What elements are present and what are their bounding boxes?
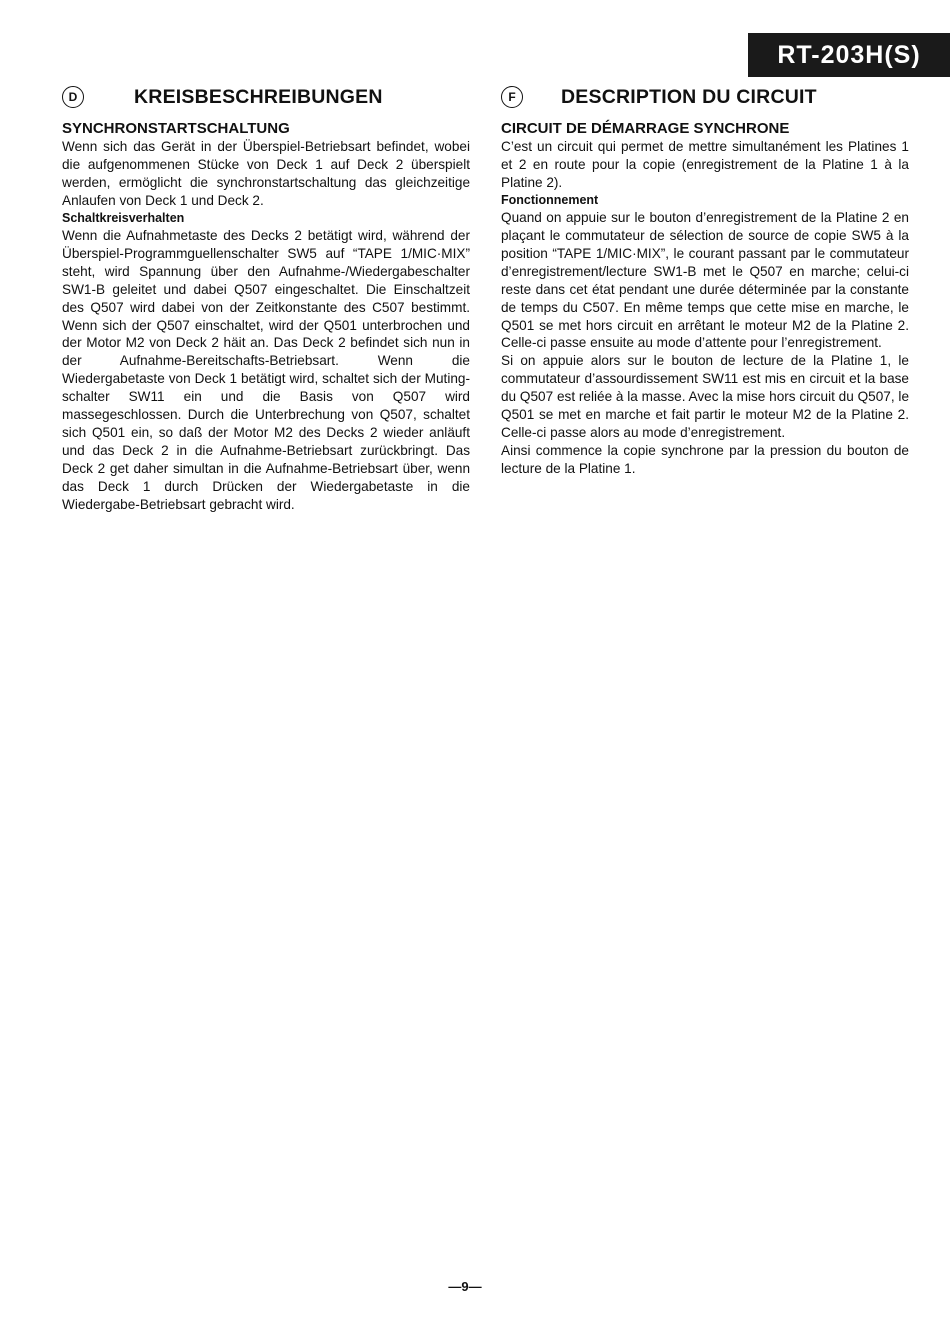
french-operation-paragraph-3: Ainsi commence la copie synchrone par la pression du bouton de lecture de la Platine 1. [501,442,909,476]
page-number: —9— [448,1279,482,1294]
german-column [62,84,470,514]
german-section-header [62,84,470,110]
french-operation-heading: Fonctionnement [501,192,599,207]
french-operation-paragraph-1: Quand on appuie sur le bouton d’enregistrement de la Platine 2 en plaçant le commutateur de sélection de source de copie SW5 à la position “TAPE 1/MIC·MIX”, le courant passant par le commutateur d’enregistrement/lecture SW1-B met le Q507 en marche; celui-ci reste dans cet état pendant une durée déterminée par la constante de temps du C507. En même temps que cette mise en marche, le Q501 se met hors circuit en arrêtant le moteur M2 de la Platine 2. Celle-ci passe ensuite au mode d’attente pour l’enregistrement. [501,210,909,351]
german-operation-paragraph: Wenn die Aufnahmetaste des Decks 2 betätigt wird, während der Überspiel-Programmguellenschalter SW5 auf “TAPE 1/MIC·MIX” steht, wird Spannung über den Aufnahme-/Wiedergabeschalter SW1-B geleitet und dabei Q507 eingeschaltet. Die Einschaltzeit des Q507 wird dabei von der Zeitkonstante des C507 bestimmt. Wenn sich der Q507 einschaltet, wird der Q501 unterbrochen und der Motor M2 von Deck 2 häit an. Das Deck 2 befindet sich nun in der Aufnahme-Bereitschafts-Betriebsart. Wenn die Wiedergabetaste von Deck 1 betätigt wird, schaltet sich der Muting-schalter SW11 ein und die Basis von Q507 wird massegeschlossen. Durch die Unterbrechung von Q507, schaltet sich Q501 ein, so daß der Motor M2 des Decks 2 wieder anläuft und das Deck 2 in die Aufnahme-Betriebsart zurückbringt. Das Deck 2 get daher simultan in die Aufnahme-Betriebsart über, wenn das Deck 1 durch Drücken der Wiedergabetaste in die Wiedergabe-Betriebsart gebracht wird. [62,228,470,512]
model-number-badge: RT-203H(S) [748,33,950,77]
circled-f-marker: F [501,86,523,108]
french-section-header [501,84,909,110]
french-operation-paragraph-2: Si on appuie alors sur le bouton de lecture de la Platine 1, le commutateur d’assourdissement SW11 est mis en circuit et la base du Q507 est reliée à la masse. Avec la mise hors circuit du Q507, le Q501 se met en marche et fait partir le moteur M2 de la Platine 2. Celle-ci passe alors au mode d’enregistrement. [501,353,909,440]
german-section-title: KREISBESCHREIBUNGEN [134,85,383,108]
french-intro-paragraph: C’est un circuit qui permet de mettre simultanément les Platines 1 et 2 en route pour la copie (enregistrement de la Platine 1 à la Platine 2). [501,139,909,190]
german-subtitle: SYNCHRONSTARTSCHALTUNG [62,120,290,137]
french-subtitle: CIRCUIT DE DÉMARRAGE SYNCHRONE [501,120,790,137]
french-section-title: DESCRIPTION DU CIRCUIT [561,85,817,108]
french-column [501,84,909,478]
german-operation-heading: Schaltkreisverhalten [62,210,185,225]
circled-d-marker: D [62,86,84,108]
german-intro-paragraph: Wenn sich das Gerät in der Überspiel-Betriebsart befindet, wobei die aufgenommenen Stücke von Deck 1 auf Deck 2 überspielt werden, ermöglicht die synchronstartschaltung das gleichzeitige Anlaufen von Deck 1 und Deck 2. [62,139,470,208]
